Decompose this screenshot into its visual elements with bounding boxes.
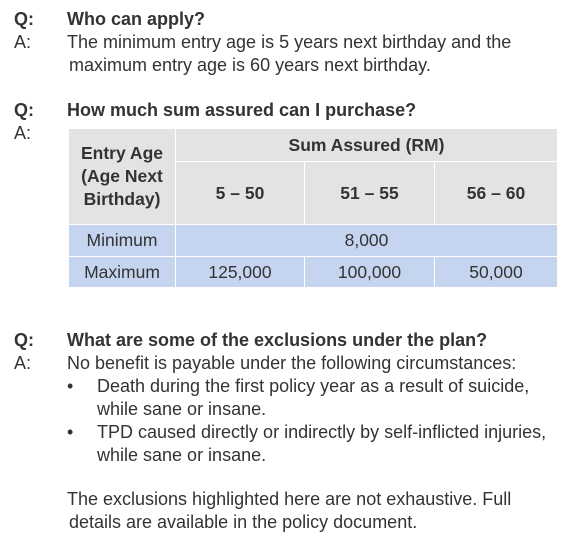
table-row — [69, 225, 558, 257]
cell-value: 100,000 — [305, 257, 435, 288]
answer-label: A: — [14, 353, 32, 373]
answer-text — [67, 352, 567, 534]
answer-text — [67, 31, 567, 77]
question-text: Who can apply? — [67, 9, 206, 29]
row-label: Maximum — [69, 257, 176, 288]
answer-label: A: — [14, 123, 32, 143]
answer-line: maximum entry age is 60 years next birthday. — [69, 55, 431, 75]
bullet-icon: • — [67, 376, 74, 396]
question-label: Q: — [14, 100, 34, 120]
answer-label: A: — [14, 32, 32, 52]
question-label: Q: — [14, 9, 34, 29]
entry-age-header: Entry Age (Age Next Birthday) — [69, 129, 176, 225]
table-row — [69, 257, 558, 288]
answer-intro: No benefit is payable under the following circumstances: — [67, 353, 517, 373]
exclusions-note: The exclusions highlighted here are not exhaustive. Full details are available in the policy document. — [67, 489, 512, 532]
list-item: • TPD caused directly or indirectly by self-inflicted injuries, while sane or insane. — [67, 422, 547, 465]
question-label: Q: — [14, 330, 34, 350]
age-band-header: 56 – 60 — [435, 162, 558, 225]
sum-assured-header: Sum Assured (RM) — [176, 129, 558, 162]
age-band-header: 5 – 50 — [176, 162, 305, 225]
exclusions-list — [67, 375, 567, 467]
cell-value: 50,000 — [435, 257, 558, 288]
list-item: • Death during the first policy year as a result of suicide, while sane or insane. — [67, 376, 530, 419]
bullet-icon: • — [67, 422, 74, 442]
question-text: How much sum assured can I purchase? — [67, 100, 417, 120]
sum-assured-table — [68, 128, 558, 288]
question-text: What are some of the exclusions under the plan? — [67, 330, 488, 350]
cell-value: 8,000 — [176, 225, 558, 257]
cell-value: 125,000 — [176, 257, 305, 288]
row-label: Minimum — [69, 225, 176, 257]
answer-line: The minimum entry age is 5 years next birthday and the — [67, 32, 512, 52]
age-band-header: 51 – 55 — [305, 162, 435, 225]
